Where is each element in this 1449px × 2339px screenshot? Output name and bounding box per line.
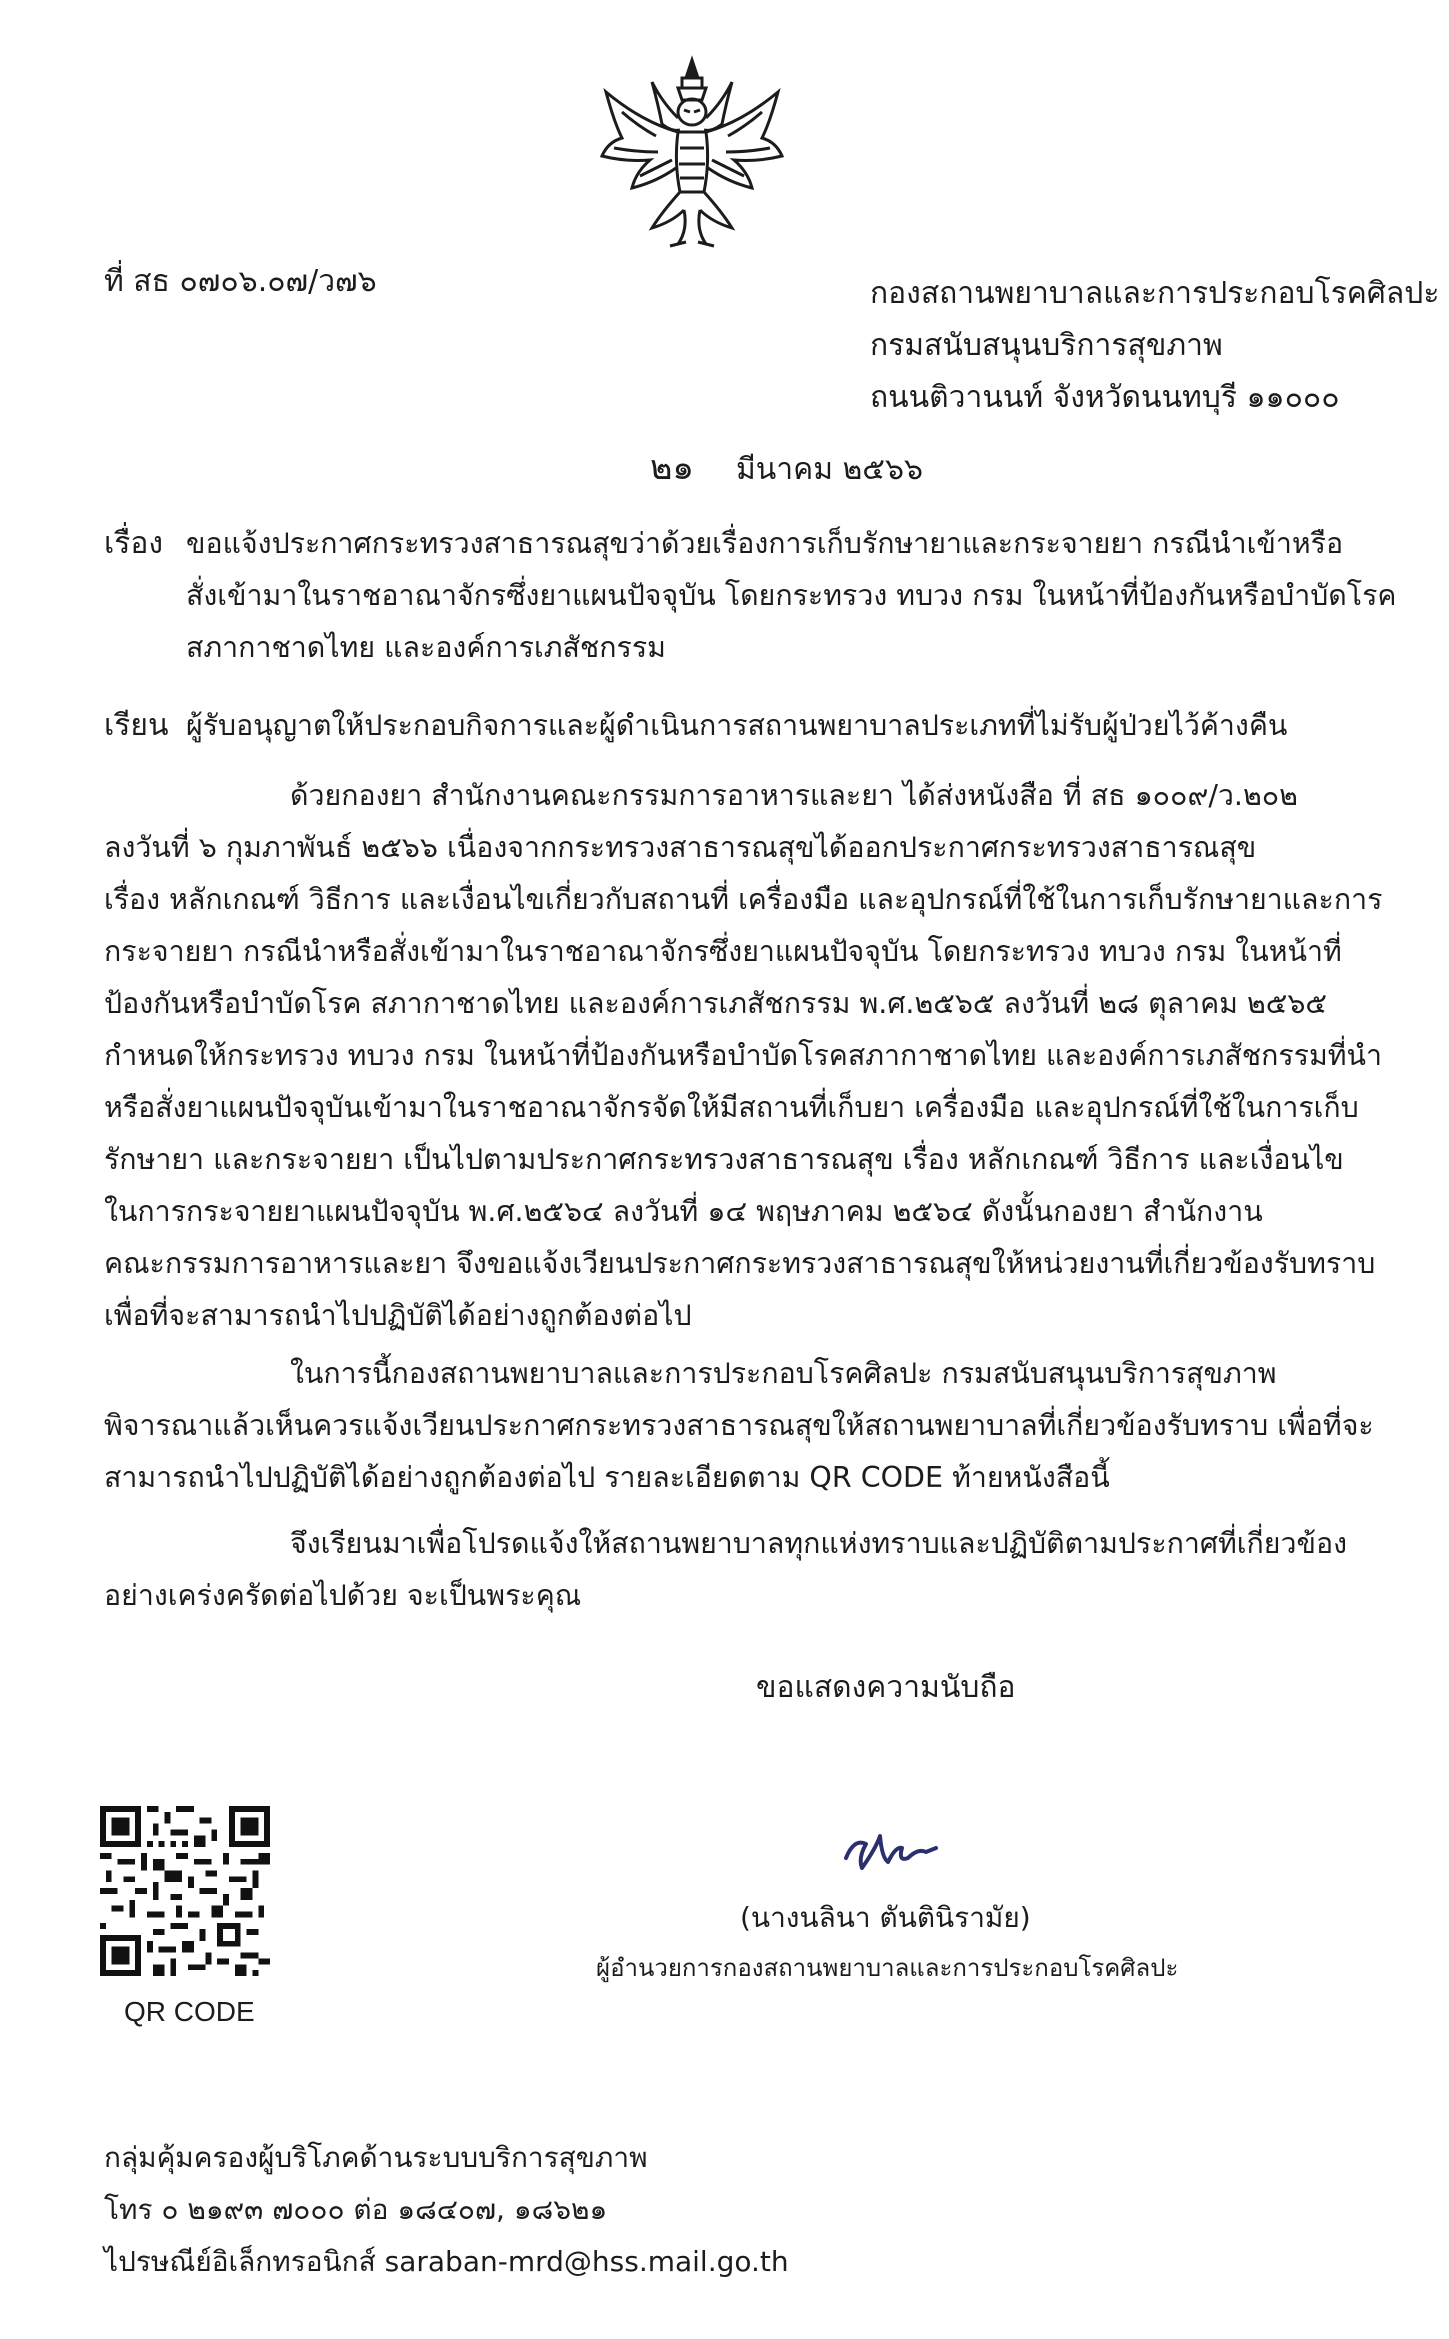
body-line: อย่างเคร่งครัดต่อไปด้วย จะเป็นพระคุณ: [104, 1579, 582, 1612]
body-line: หรือสั่งยาแผนปัจจุบันเข้ามาในราชอาณาจักรจัดให้มีสถานที่เก็บยา เครื่องมือ และอุปกรณ์ที่ใช้ในการเก็บ: [104, 1091, 1359, 1124]
footer-phone: โทร ๐ ๒๑๙๓ ๗๐๐๐ ต่อ ๑๘๔๐๗, ๑๘๖๒๑: [104, 2193, 608, 2226]
footer-email[interactable]: ไปรษณีย์อิเล็กทรอนิกส์ saraban-mrd@hss.mail.go.th: [104, 2245, 789, 2278]
closing-text: ขอแสดงความนับถือ: [756, 1670, 1016, 1705]
body-line: ในการกระจายยาแผนปัจจุบัน พ.ศ.๒๕๖๔ ลงวันที่ ๑๔ พฤษภาคม ๒๕๖๔ ดังนั้นกองยา สำนักงาน: [104, 1195, 1263, 1228]
reference-number: ที่ สธ ๐๗๐๖.๐๗/ว๗๖: [104, 264, 377, 299]
date-day: ๒๑: [650, 448, 694, 488]
qr-code-icon[interactable]: [100, 1806, 270, 1976]
body-line: สามารถนำไปปฏิบัติได้อย่างถูกต้องต่อไป รายละเอียดตาม QR CODE ท้ายหนังสือนี้: [104, 1461, 1110, 1494]
subject-line-1: ขอแจ้งประกาศกระทรวงสาธารณสุขว่าด้วยเรื่องการเก็บรักษายาและกระจายยา กรณีนำเข้าหรือ: [186, 527, 1344, 560]
body-line: เรื่อง หลักเกณฑ์ วิธีการ และเงื่อนไขเกี่ยวกับสถานที่ เครื่องมือ และอุปกรณ์ที่ใช้ในการเก็บรักษายาและการ: [104, 883, 1383, 916]
body-line: ในการนี้กองสถานพยาบาลและการประกอบโรคศิลปะ กรมสนับสนุนบริการสุขภาพ: [290, 1357, 1277, 1390]
signer-position: ผู้อำนวยการกองสถานพยาบาลและการประกอบโรคศิลปะ: [596, 1954, 1179, 1982]
sender-address: ถนนติวานนท์ จังหวัดนนทบุรี ๑๑๐๐๐: [870, 380, 1340, 415]
qr-code-label: QR CODE: [124, 1996, 255, 2027]
recipient-label: เรียน: [104, 708, 169, 743]
subject-line-3: สภากาชาดไทย และองค์การเภสัชกรรม: [186, 631, 666, 664]
sender-department: กองสถานพยาบาลและการประกอบโรคศิลปะ: [870, 276, 1440, 311]
subject-label: เรื่อง: [104, 526, 164, 561]
body-line: ลงวันที่ ๖ กุมภาพันธ์ ๒๕๖๖ เนื่องจากกระทรวงสาธารณสุขได้ออกประกาศกระทรวงสาธารณสุข: [104, 831, 1257, 864]
body-line: พิจารณาแล้วเห็นควรแจ้งเวียนประกาศกระทรวงสาธารณสุขให้สถานพยาบาลที่เกี่ยวข้องรับทราบ เพื่อที่จะ: [104, 1409, 1374, 1442]
footer-group: กลุ่มคุ้มครองผู้บริโภคด้านระบบบริการสุขภาพ: [104, 2141, 648, 2174]
body-line: เพื่อที่จะสามารถนำไปปฏิบัติได้อย่างถูกต้องต่อไป: [104, 1299, 692, 1332]
body-line: กระจายยา กรณีนำหรือสั่งเข้ามาในราชอาณาจักรซึ่งยาแผนปัจจุบัน โดยกระทรวง ทบวง กรม ในหน้าที่: [104, 935, 1342, 968]
body-line: กำหนดให้กระทรวง ทบวง กรม ในหน้าที่ป้องกันหรือบำบัดโรคสภากาชาดไทย และองค์การเภสัชกรรมที่นำ: [104, 1039, 1383, 1072]
garuda-emblem-icon: [592, 52, 792, 252]
body-line: ป้องกันหรือบำบัดโรค สภากาชาดไทย และองค์การเภสัชกรรม พ.ศ.๒๕๖๕ ลงวันที่ ๒๘ ตุลาคม ๒๕๖๕: [104, 987, 1327, 1020]
body-line: รักษายา และกระจายยา เป็นไปตามประกาศกระทรวงสาธารณสุข เรื่อง หลักเกณฑ์ วิธีการ และเงื่อนไข: [104, 1143, 1344, 1176]
signature-icon: [836, 1818, 946, 1878]
sender-ministry: กรมสนับสนุนบริการสุขภาพ: [870, 328, 1223, 363]
body-line: ด้วยกองยา สำนักงานคณะกรรมการอาหารและยา ได้ส่งหนังสือ ที่ สธ ๑๐๐๙/ว.๒๐๒: [290, 779, 1298, 812]
body-line: คณะกรรมการอาหารและยา จึงขอแจ้งเวียนประกาศกระทรวงสาธารณสุขให้หน่วยงานที่เกี่ยวข้องรับทราบ: [104, 1247, 1376, 1280]
date-month-year: มีนาคม ๒๕๖๖: [736, 452, 924, 487]
subject-line-2: สั่งเข้ามาในราชอาณาจักรซึ่งยาแผนปัจจุบัน โดยกระทรวง ทบวง กรม ในหน้าที่ป้องกันหรือบำบัดโรค: [186, 579, 1397, 612]
recipient-text: ผู้รับอนุญาตให้ประกอบกิจการและผู้ดำเนินการสถานพยาบาลประเภทที่ไม่รับผู้ป่วยไว้ค้างคืน: [186, 709, 1288, 742]
body-line: จึงเรียนมาเพื่อโปรดแจ้งให้สถานพยาบาลทุกแห่งทราบและปฏิบัติตามประกาศที่เกี่ยวข้อง: [290, 1527, 1347, 1560]
signer-name: (นางนลินา ตันตินิรามัย): [740, 1901, 1031, 1934]
